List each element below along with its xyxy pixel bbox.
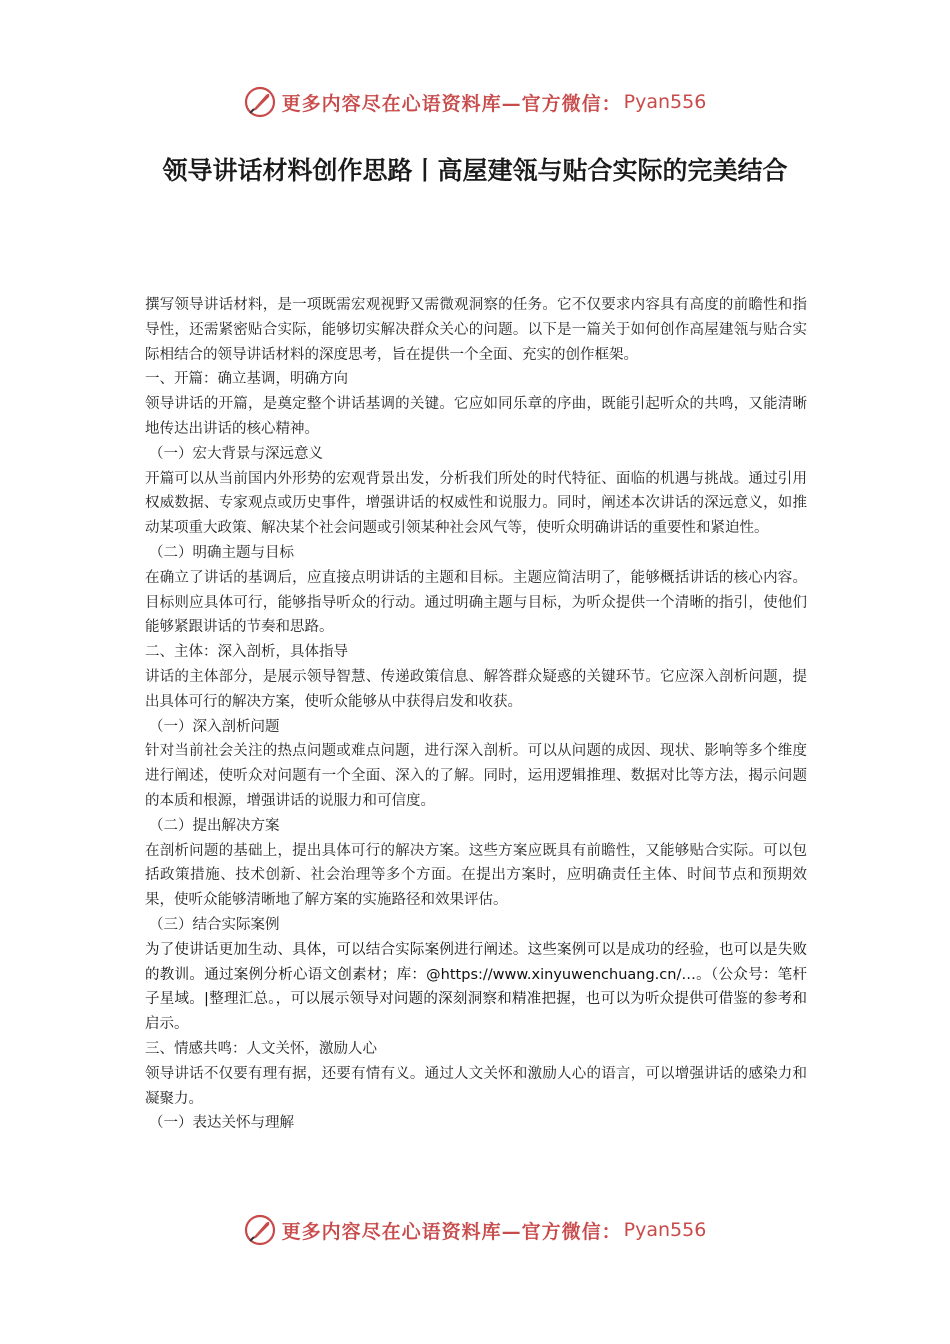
- banner-text: 更多内容尽在心语资料库—官方微信：: [281, 92, 622, 115]
- subsection-heading: （二）明确主题与目标: [149, 544, 294, 561]
- body-paragraph: 在剖析问题的基础上，提出具体可行的解决方案。这些方案应既具有前瞻性，又能够贴合实际。可以包括政策措施、技术创新、社会治理等多个方面。在提出方案时，应明确责任主体、时间节点和预期效果，使听众能够清晰地了解方案的实施路径和效果评估。: [145, 842, 807, 909]
- case-paragraph: 为了使讲话更加生动、具体，可以结合实际案例进行阐述。这些案例可以是成功的经验，也可以是失败的教训。通过案例分析心语文创素材；库：@https://www.xinyuwenchuang.cn/…。（公众号：笔杆子星域。|整理汇总。，可以展示领导对问题的深刻洞察和精准把握，也可以为听众提供可借鉴的参考和启示。: [145, 941, 807, 1033]
- subsection-heading: （一）宏大背景与深远意义: [149, 445, 323, 462]
- body-paragraph: 针对当前社会关注的热点问题或难点问题，进行深入剖析。可以从问题的成因、现状、影响等多个维度进行阐述，使听众对问题有一个全面、深入的了解。同时，运用逻辑推理、数据对比等方法，揭示问题的本质和根源，增强讲话的说服力和可信度。: [145, 743, 807, 809]
- document-title: 领导讲话材料创作思路丨高屋建瓴与贴合实际的完美结合: [162, 156, 788, 185]
- subsection-heading: （二）提出解决方案: [149, 817, 280, 834]
- intro-paragraph: 撰写领导讲话材料，是一项既需宏观视野又需微观洞察的任务。它不仅要求内容具有高度的前瞻性和指导性，还需紧密贴合实际，能够切实解决群众关心的问题。以下是一篇关于如何创作高屋建瓴与贴合实际相结合的领导讲话材料的深度思考，旨在提供一个全面、充实的创作框架。: [145, 297, 807, 363]
- footer-banner: [0, 1210, 950, 1250]
- body-paragraph: 在确立了讲话的基调后，应直接点明讲话的主题和目标。主题应简洁明了，能够概括讲话的核心内容。目标则应具体可行，能够指导听众的行动。通过明确主题与目标，为听众提供一个清晰的指引，使他们能够紧跟讲话的节奏和思路。: [145, 569, 807, 636]
- body-paragraph: 领导讲话不仅要有理有据，还要有情有义。通过人文关怀和激励人心的语言，可以增强讲话的感染力和凝聚力。: [145, 1065, 807, 1107]
- banner-wechat-id: Pyan556: [623, 1219, 707, 1241]
- banner-wechat-id: Pyan556: [623, 91, 707, 113]
- subsection-heading: （一）表达关怀与理解: [149, 1115, 294, 1132]
- header-banner: [0, 82, 950, 122]
- body-paragraph: 讲话的主体部分，是展示领导智慧、传递政策信息、解答群众疑惑的关键环节。它应深入剖析问题，提出具体可行的解决方案，使听众能够从中获得启发和收获。: [145, 668, 807, 710]
- quill-pen-logo-icon: [244, 86, 276, 118]
- banner-text: 更多内容尽在心语资料库—官方微信：: [281, 1220, 622, 1243]
- section-heading: 一、开篇：确立基调，明确方向: [145, 371, 348, 388]
- document-body: [145, 293, 807, 1136]
- subsection-heading: （三）结合实际案例: [149, 916, 280, 933]
- section-heading: 三、情感共鸣：人文关怀，激励人心: [145, 1040, 377, 1057]
- subsection-heading: （一）深入剖析问题: [149, 718, 280, 735]
- body-paragraph: 领导讲话的开篇，是奠定整个讲话基调的关键。它应如同乐章的序曲，既能引起听众的共鸣，又能清晰地传达出讲话的核心精神。: [145, 396, 807, 437]
- quill-pen-logo-icon: [244, 1214, 276, 1246]
- body-paragraph: 开篇可以从当前国内外形势的宏观背景出发，分析我们所处的时代特征、面临的机遇与挑战。通过引用权威数据、专家观点或历史事件，增强讲话的权威性和说服力。同时，阐述本次讲话的深远意义，如推动某项重大政策、解决某个社会问题或引领某种社会风气等，使听众明确讲话的重要性和紧迫性。: [145, 470, 807, 537]
- section-heading: 二、主体：深入剖析，具体指导: [145, 644, 348, 661]
